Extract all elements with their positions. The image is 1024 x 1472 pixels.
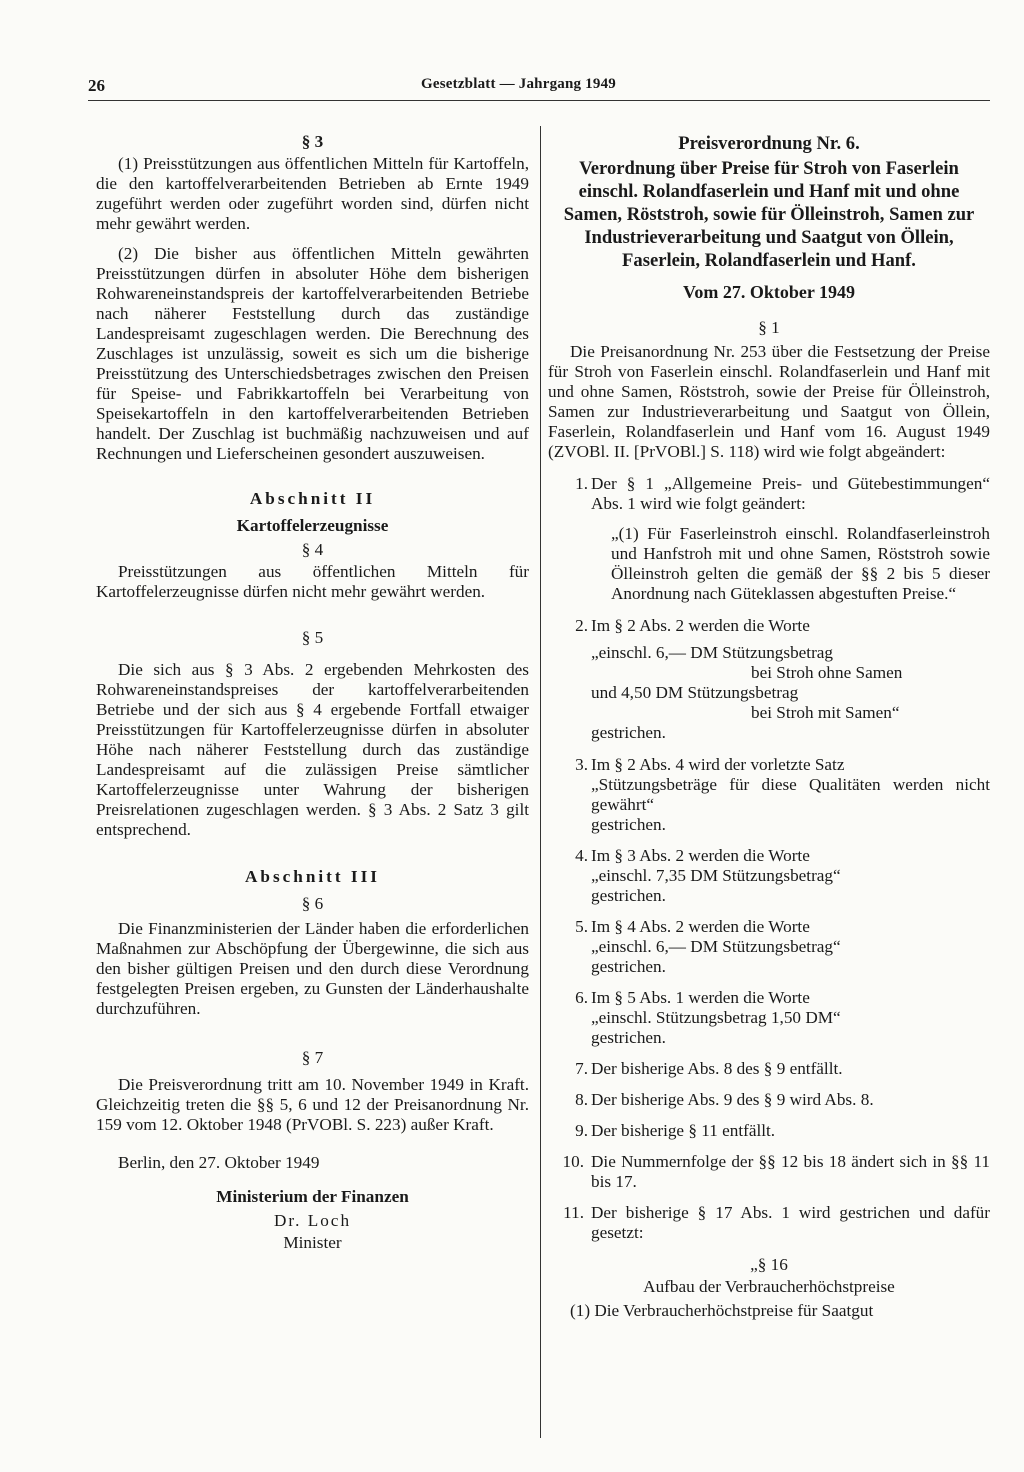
ordinance-subtitle: Verordnung über Preise für Stroh von Faserlein einschl. Rolandfaserlein und Hanf mit und ohne Samen, Röststroh, sowie für Ölleinstroh, Samen zur Industrieverarbeitung und Saatgut von Öllein, Faserlein, Rolandfaserlein und Hanf. [563, 158, 975, 271]
amendment-list [548, 474, 990, 1243]
list-item: 2. Im § 2 Abs. 2 werden die Worte „einschl. 6,— DM Stützungsbetrag bei Stroh ohne Samen und 4,50 DM Stützungsbetrag bei Stroh mit Samen“ gestrichen. [575, 616, 903, 742]
list-item: 3. Im § 2 Abs. 4 wird der vorletzte Satz „Stützungsbeträge für diese Qualitäten werden nicht gewährt“ gestrichen. [575, 755, 990, 834]
ordinance-title: Preisverordnung Nr. 6. [678, 133, 860, 154]
left-column [96, 132, 529, 1253]
paragraph-3-1: (1) Preisstützungen aus öffentlichen Mitteln für Kartoffeln, die den kartoffelverarbeitenden Betrieben ab Ernte 1949 zugeführt werden oder zugeführt worden sind, dürfen nicht mehr gewährt werden. [96, 154, 529, 233]
page-number: 26 [88, 76, 105, 95]
place-date: Berlin, den 27. Oktober 1949 [118, 1153, 320, 1172]
page-header [0, 76, 1024, 100]
list-item: 8. Der bisherige Abs. 9 des § 9 wird Abs. 8. [575, 1090, 874, 1109]
list-item: 11. Der bisherige § 17 Abs. 1 wird gestrichen und dafür gesetzt: [563, 1203, 990, 1242]
list-item: 4. Im § 3 Abs. 2 werden die Worte „einschl. 7,35 DM Stützungsbetrag“ gestrichen. [575, 846, 841, 905]
list-item-quote: „(1) Für Faserleinstroh einschl. Rolandfaserleinstroh und Hanfstroh mit und ohne Samen, Röststroh sowie Ölleinstroh gelten die gemäß der §§ 2 bis 5 dieser Anordnung nach Güteklassen abgestuften Preise.“ [611, 524, 990, 603]
section-heading-16: „§ 16 [750, 1255, 788, 1274]
abschnitt-3-heading: Abschnitt III [245, 867, 380, 886]
list-item: 7. Der bisherige Abs. 8 des § 9 entfällt. [575, 1059, 843, 1078]
list-item: 5. Im § 4 Abs. 2 werden die Worte „einschl. 6,— DM Stützungsbetrag“ gestrichen. [575, 917, 841, 976]
paragraph-5: Die sich aus § 3 Abs. 2 ergebenden Mehrkosten des Rohwareneinstandspreises der kartoffelverarbeitenden Betriebe und der sich aus § 4 ergebende Fortfall etwaiger Preisstützungen für Kartoffelerzeugnisse dürfen in absoluter Höhe nach näherer Feststellung durch das zuständige Landespreisamt auf die zulässigen Preise sämtlicher Kartoffelerzeugnisse unter Wahrung der bisherigen Preisrelationen zugeschlagen werden. § 3 Abs. 2 Satz 3 gilt entsprechend. [96, 660, 529, 839]
section-heading-1: § 1 [758, 318, 780, 337]
ministry: Ministerium der Finanzen [216, 1187, 409, 1206]
header-rule [88, 100, 990, 101]
signatory-role: Minister [283, 1233, 342, 1252]
section-heading-5: § 5 [301, 628, 324, 647]
ordinance-date: Vom 27. Oktober 1949 [682, 282, 855, 302]
right-column [548, 132, 990, 1321]
list-item: 1. Der § 1 „Allgemeine Preis- und Gütebestimmungen“ Abs. 1 wird wie folgt geändert: „(1) Für Faserleinstroh einschl. Rolandfaserleinstroh und Hanfstroh mit und ohne Samen, Röststroh sowie Ölleinstroh gelten die gemäß der §§ 2 bis 5 dieser Anordnung nach Güteklassen abgestuften Preise.“ [575, 474, 990, 603]
paragraph-7: Die Preisverordnung tritt am 10. November 1949 in Kraft. Gleichzeitig treten die §§ 5, 6 und 12 der Preisanordnung Nr. 159 vom 12. Oktober 1948 (PrVOBl. S. 223) außer Kraft. [96, 1075, 529, 1134]
section-heading-7: § 7 [301, 1048, 324, 1067]
section-16-title: Aufbau der Verbraucherhöchstpreise [643, 1277, 895, 1296]
paragraph-16-1: (1) Die Verbraucherhöchstpreise für Saatgut [570, 1301, 874, 1320]
signatory: Dr. Loch [273, 1211, 352, 1230]
list-item: 6. Im § 5 Abs. 1 werden die Worte „einschl. Stützungsbetrag 1,50 DM“ gestrichen. [575, 988, 841, 1047]
section-heading-3: § 3 [301, 132, 324, 151]
list-item: 10. Die Nummernfolge der §§ 12 bis 18 ändert sich in §§ 11 bis 17. [562, 1152, 990, 1191]
section-heading-4: § 4 [301, 540, 324, 559]
abschnitt-2-title: Kartoffelerzeugnisse [236, 516, 389, 535]
list-item: 9. Der bisherige § 11 entfällt. [575, 1121, 776, 1140]
abschnitt-2-heading: Abschnitt II [249, 489, 376, 508]
paragraph-1: Die Preisanordnung Nr. 253 über die Festsetzung der Preise für Stroh von Faserlein einschl. Rolandfaserlein und Hanf mit und ohne Samen, Röststroh, sowie der Preise für Ölleinstroh, Samen zur Industrieverarbeitung und Saatgut von Öllein, Faserlein, Rolandfaserlein und Hanf vom 16. August 1949 (ZVOBl. II. [PrVOBl.] S. 118) wird wie folgt abgeändert: [548, 342, 990, 461]
paragraph-3-2: (2) Die bisher aus öffentlichen Mitteln gewährten Preisstützungen dürfen in absoluter Höhe dem bisherigen Rohwareneinstandspreis der kartoffelverarbeitenden Betriebe nach näherer Feststellung durch das zuständige Landespreisamt zugeschlagen werden. Die Berechnung des Zuschlages ist unzulässig, soweit es sich um die bisherige Preisstützung des Unterschiedsbetrages zwischen den Preisen für Speise- und Fabrikkartoffeln bei Verarbeitung von Speisekartoffeln in den kartoffelverarbeitenden Betrieben handelt. Der Zuschlag ist buchmäßig nachzuweisen und auf Rechnungen und Lieferscheinen gesondert auszuweisen. [96, 244, 529, 463]
journal-title: Gesetzblatt — Jahrgang 1949 [421, 76, 616, 92]
section-heading-6: § 6 [301, 894, 324, 913]
column-divider [540, 126, 541, 1438]
paragraph-4: Preisstützungen aus öffentlichen Mitteln für Kartoffelerzeugnisse dürfen nicht mehr gewährt werden. [96, 562, 529, 601]
paragraph-6: Die Finanzministerien der Länder haben die erforderlichen Maßnahmen zur Abschöpfung der Übergewinne, die sich aus den bisher gültigen Preisen und den durch diese Verordnung festgelegten Preisen ergeben, zu Gunsten der Länderhaushalte durchzuführen. [96, 919, 529, 1018]
